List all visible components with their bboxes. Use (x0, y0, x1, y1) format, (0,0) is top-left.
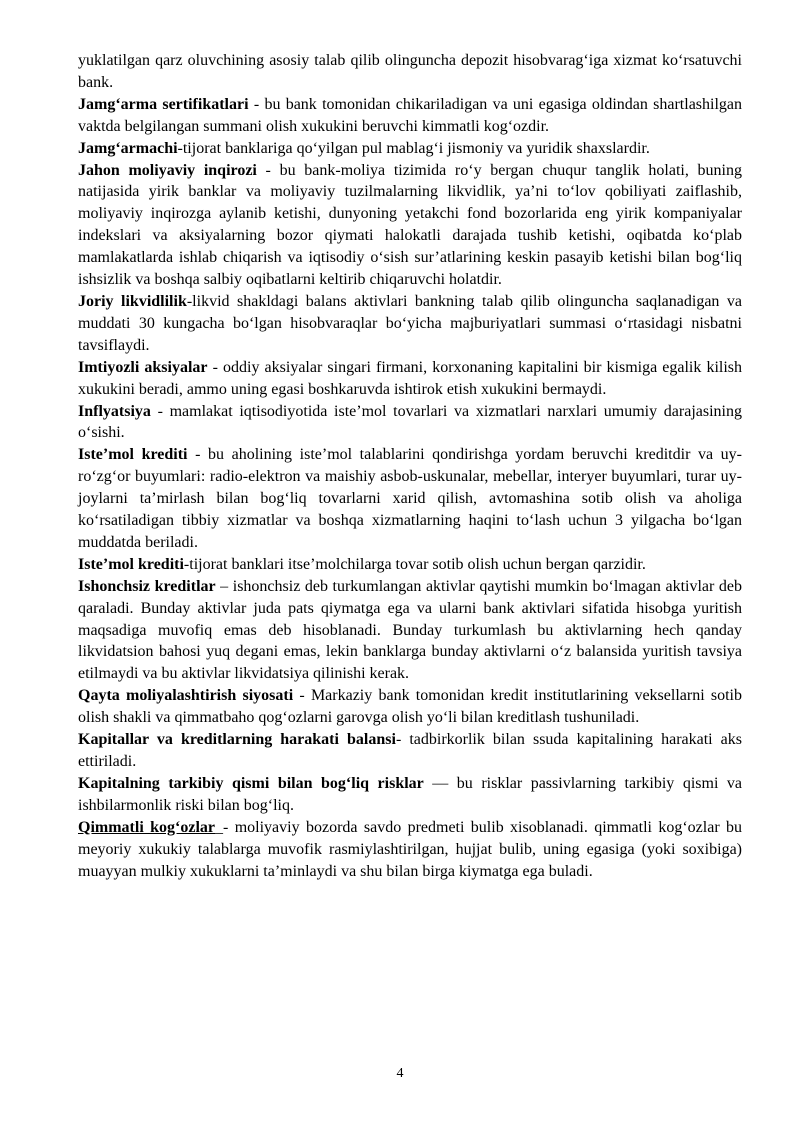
glossary-entry (78, 291, 742, 357)
entry-text: bu risklar passivlarning tarkibiy qismi va ishbilarmonlik riski bilan bog‘liq. (78, 774, 742, 814)
glossary-entry-continuation (78, 50, 742, 94)
glossary-entry (78, 357, 742, 401)
entry-text: tijorat banklariga qo‘yilgan pul mablag‘i jismoniy va yuridik shaxslardir. (182, 139, 650, 157)
glossary-entry (78, 773, 742, 817)
entry-text: likvid shakldagi balans aktivlari bankning talab qilib olinguncha saqlanadigan va muddati 30 kungacha bo‘lgan hisobvaraqlar bo‘yicha majburiyatlari summasi o‘rtasidagi nisbatni tavsiflaydi. (78, 292, 742, 354)
entry-separator: - (293, 687, 311, 705)
entry-term: Ishonchsiz kreditlar (78, 577, 216, 595)
glossary-entry (78, 554, 742, 576)
entry-term: Inflyatsiya (78, 402, 151, 420)
entry-text: tijorat banklari itse’molchilarga tovar sotib olish uchun bergan qarzidir. (189, 555, 646, 573)
glossary-entry (78, 729, 742, 773)
entry-separator: - (177, 139, 183, 157)
entry-term: Kapitalning tarkibiy qismi bilan bog‘liq risklar (78, 774, 424, 792)
entry-text: bu bank tomonidan chikariladigan va uni egasiga oldindan shartlashilgan vaktda belgilangan summani olish xukukini beruvchi kimmatli kog‘ozdir. (78, 95, 743, 135)
glossary-entry (78, 160, 742, 291)
entry-text: ishonchsiz deb turkumlangan aktivlar qaytishi mumkin bo‘lmagan aktivlar deb qaraladi. Bunday aktivlar juda pats qiymatga ega va ularni bank aktivlari sifatida hisobga yuritish maqsadiga muvofiq emas deb hisoblanadi. Bunday turkumlash bu aktivlarning hech qanday likvidatsion bahosi yuq degani emas, lekin banklarga bunday aktivlarni o‘z balansida yuritish tavsiya etilmaydi va bu aktivlar likvidatsiya qilinishi kerak. (78, 577, 743, 683)
glossary-entry (78, 138, 742, 160)
entry-separator: - (248, 95, 265, 113)
entry-term: Iste’mol krediti (78, 446, 188, 464)
entry-text: tadbirkorlik bilan ssuda kapitalining harakati aks ettiriladi. (78, 731, 743, 770)
entry-text: mamlakat iqtisodiyotida iste’mol tovarlari va xizmatlari narxlari umumiy darajasining o‘sishi. (78, 402, 742, 442)
entry-separator: - (150, 402, 170, 420)
glossary-entry (78, 685, 742, 729)
entry-text: oddiy aksiyalar singari firmani, korxonaning kapitalini bir kismiga egalik kilish xukukini beradi, ammo uning egasi boshkaruvda ishtirok etish xukukini bermaydi. (78, 358, 743, 398)
entry-separator: - (256, 161, 280, 179)
entry-text: moliyaviy bozorda savdo predmeti bulib xisoblanadi. qimmatli kog‘ozlar bu meyoriy xukukiy talablarga muvofik rasmiylashtirilgan, hujjat bulib, uning egasiga (yoki soxibiga) muayyan mulkiy xukuklarni ta’minlaydi va shu bilan birga kiymatga ega buladi. (78, 818, 743, 880)
entry-text: bu aholining iste’mol talablarini qondirishga yordam beruvchi kreditdir va uy-ro‘zg‘or buyumlari: radio-elektron va maishiy asbob-uskunalar, mebellar, interyer buyumlari, turar uy-joylarni ta’mirlash bilan bog‘liq tovarlarni xarid qilish, avtomashina sotib olish va aholiga ko‘rsatiladigan tibbiy xizmatlar va boshqa xizmatlarning haqini to‘lash uchun 3 yilgacha bo‘lgan muddatda beriladi. (78, 446, 743, 551)
entry-term: Kapitallar va kreditlarning harakati balansi (78, 731, 396, 749)
entry-text: Markaziy bank tomonidan kredit institutlarining veksellarni sotib olish shakli va qimmatbaho qog‘ozlarni garovga olish yo‘li bilan kreditlash tushuniladi. (78, 687, 743, 727)
entry-separator: — (423, 774, 457, 792)
glossary-entry (78, 444, 742, 554)
page-number: 4 (396, 1066, 404, 1081)
entry-text: yuklatilgan qarz oluvchining asosiy talab qilib olinguncha depozit hisobvarag‘iga xizmat ko‘rsatuvchi bank. (78, 52, 742, 91)
entry-separator: _- (215, 818, 235, 836)
glossary-entry (78, 401, 742, 445)
entry-term: Jamg‘armachi (78, 139, 178, 157)
entry-separator: - (207, 358, 224, 376)
entry-term: Iste’mol krediti (78, 555, 184, 573)
entry-text: bu bank-moliya tizimida ro‘y bergan chuqur tanglik holati, buning natijasida yirik banklar va moliyaviy tuzilmalarning likvidlik, ya’ni to‘lov qobiliyati zaiflashib, moliyaviy inqirozga aylanib ketishi, dunyoning yetakchi fond bozorlarida eng yirik kompaniyalar indekslari va aksiyalarning bozor qiymati halokatli darajada tushib ketishi, oqibatda ko‘plab mamlakatlarda ishlab chiqarish va iqtisodiy o‘sish sur’atlarining keskin pasayib ketishi bilan bog‘liq ishsizlik va boshqa salbiy oqibatlarni keltirib chiqaruvchi holatdir. (78, 161, 742, 289)
glossary-entry (78, 576, 742, 686)
entry-separator: - (186, 292, 193, 310)
entry-term: Jahon moliyaviy inqirozi (78, 161, 257, 179)
glossary-entry (78, 817, 742, 883)
entry-term: Joriy likvidlilik (78, 292, 187, 310)
entry-term: Jamg‘arma sertifikatlari (78, 95, 249, 113)
glossary-entry (78, 94, 742, 138)
entry-term: Qimmatli kog‘ozlar (78, 818, 216, 836)
entry-term: Qayta moliyalashtirish siyosati (78, 687, 294, 705)
document-body (78, 50, 742, 882)
entry-separator: - (183, 555, 190, 573)
entry-separator: – (215, 577, 233, 595)
entry-separator: - (187, 446, 209, 464)
entry-term: Imtiyozli aksiyalar (78, 358, 208, 376)
entry-separator: - (395, 731, 410, 749)
